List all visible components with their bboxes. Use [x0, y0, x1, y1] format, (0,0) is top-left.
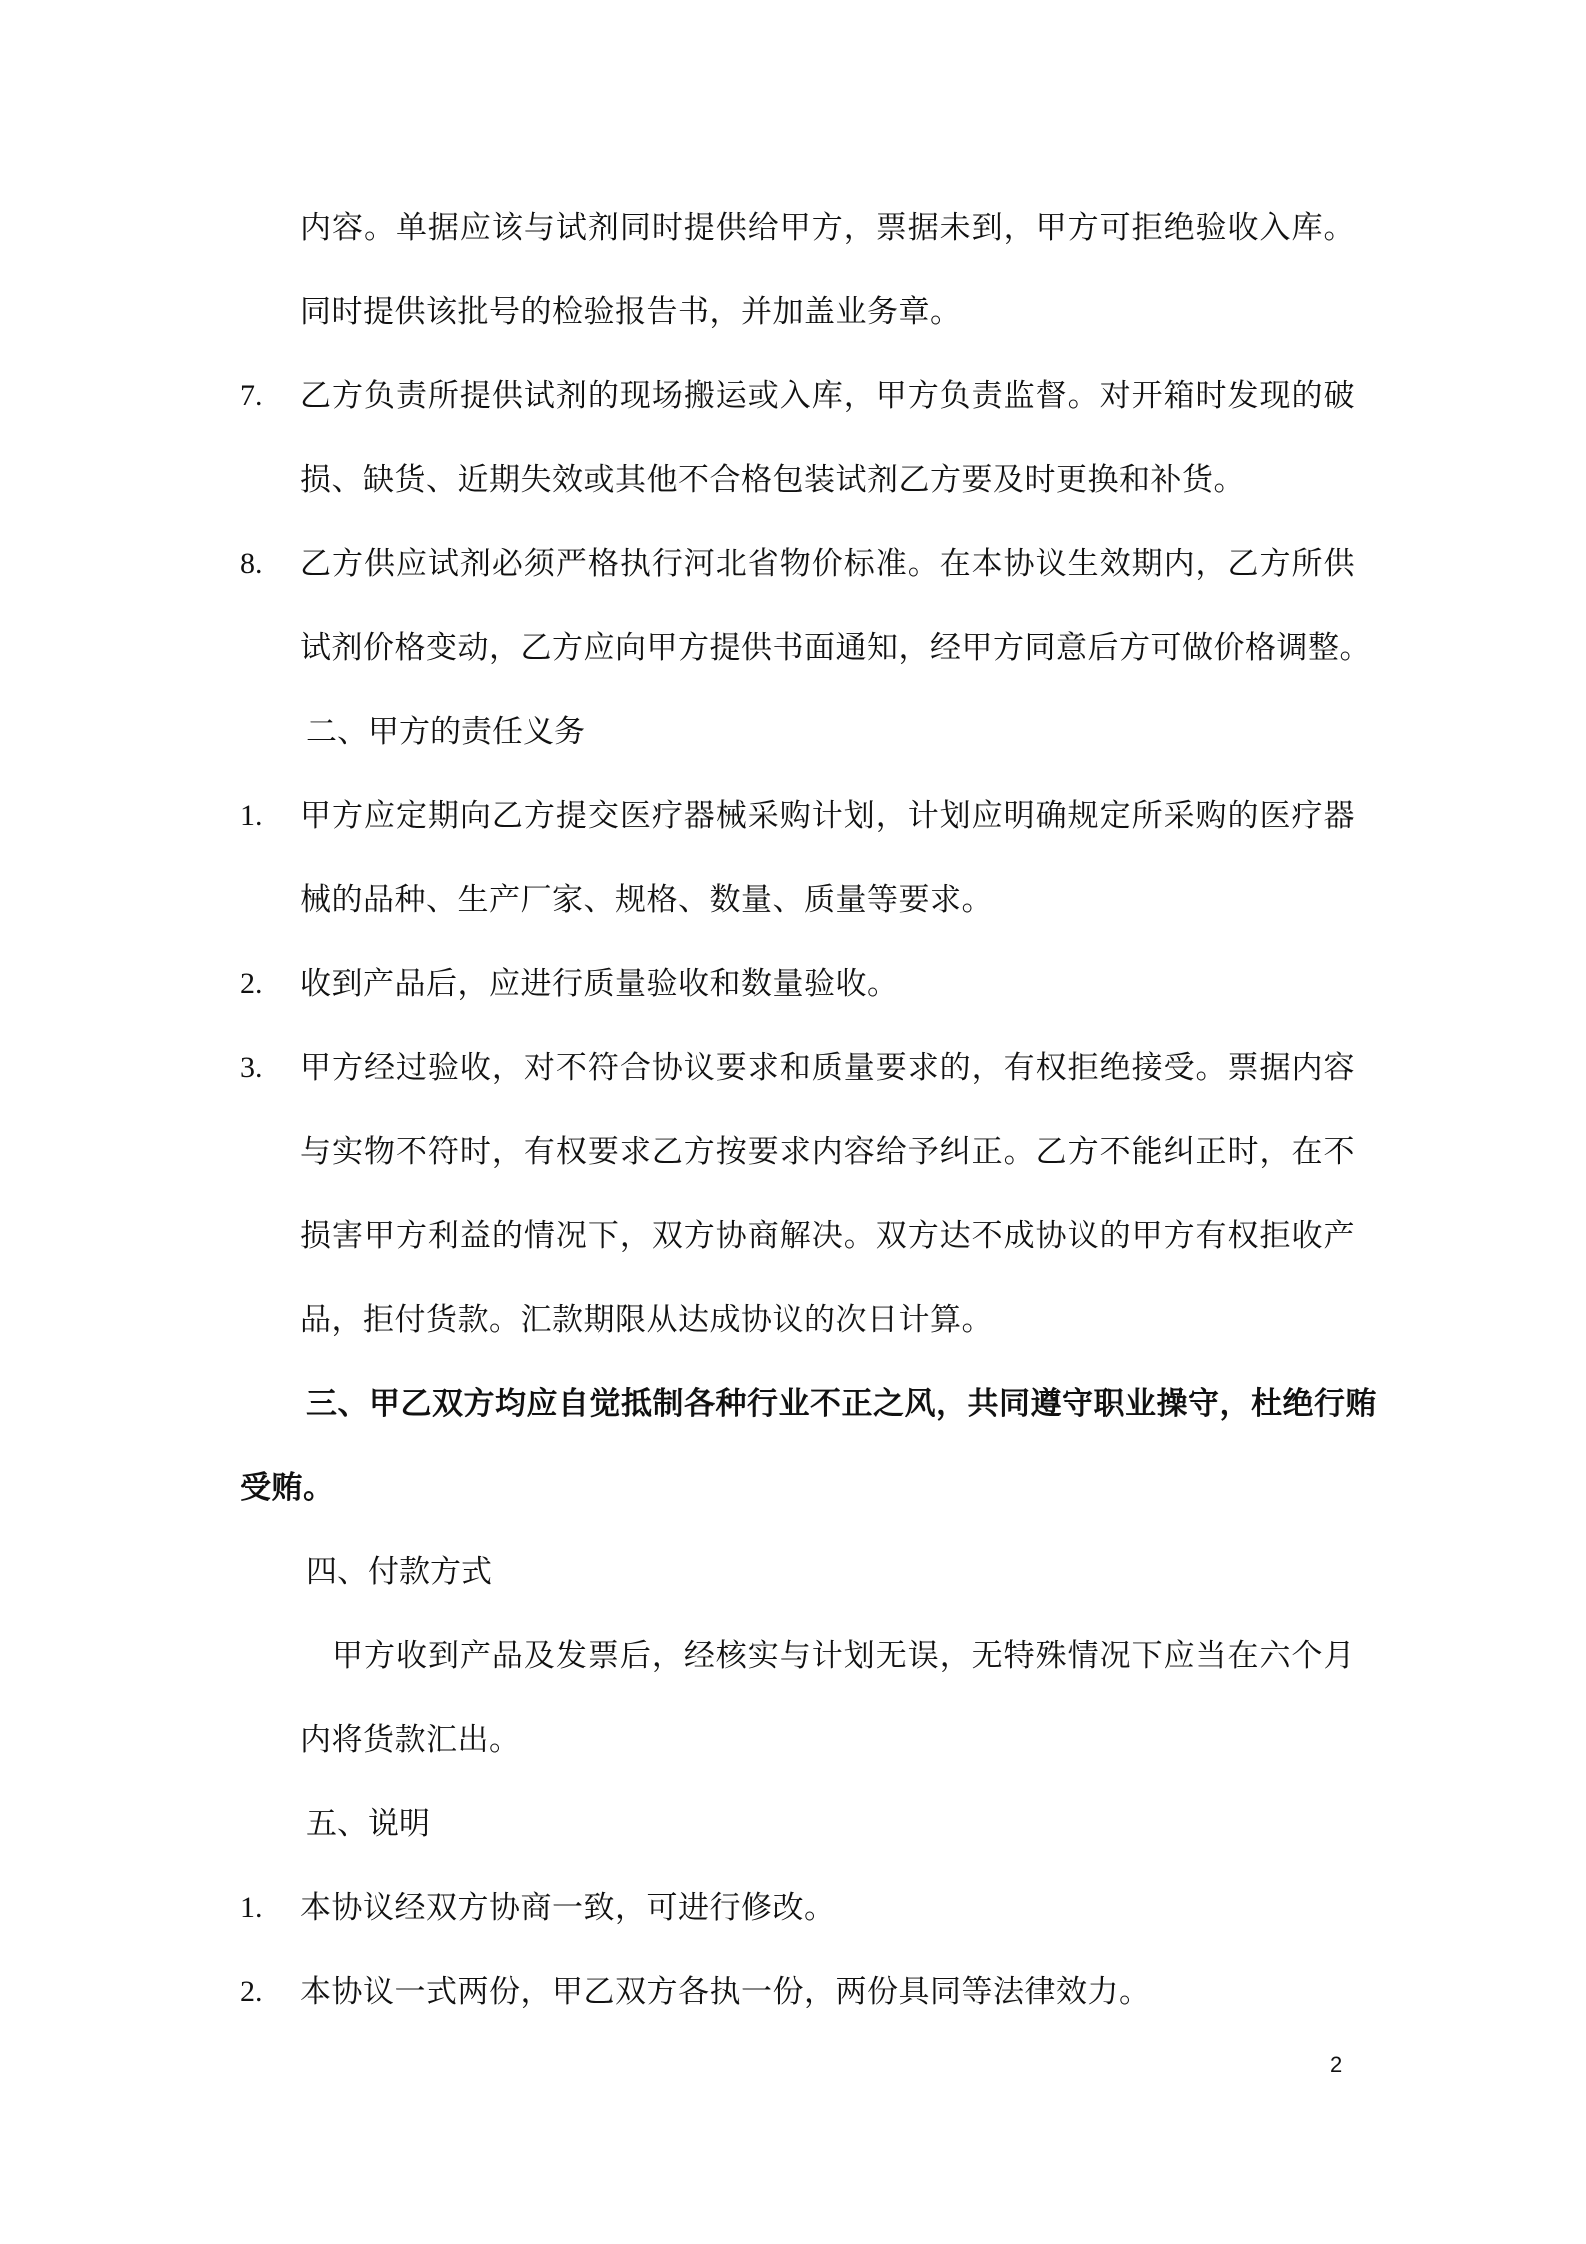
section4-line1: 甲方收到产品及发票后，经核实与计划无误，无特殊情况下应当在六个月: [332, 1638, 1355, 1674]
section2-item1-line2: 械的品种、生产厂家、规格、数量、质量等要求。: [300, 882, 993, 918]
item6-continuation-line1: 内容。单据应该与试剂同时提供给甲方，票据未到，甲方可拒绝验收入库。: [300, 210, 1355, 246]
section4-heading: 四、付款方式: [306, 1554, 492, 1590]
section4-line2: 内将货款汇出。: [300, 1722, 521, 1758]
section2-item3-number: 3.: [240, 1051, 263, 1084]
page-number: 2: [1330, 2052, 1343, 2077]
section2-heading: 二、甲方的责任义务: [306, 714, 585, 750]
section2-item2-number: 2.: [240, 967, 263, 1000]
section2-item1-number: 1.: [240, 799, 263, 832]
section5-item1-number: 1.: [240, 1891, 263, 1924]
item8-line1: 乙方供应试剂必须严格执行河北省物价标准。在本协议生效期内，乙方所供: [300, 546, 1355, 582]
section5-item2-line1: 本协议一式两份，甲乙双方各执一份，两份具同等法律效力。: [300, 1974, 1151, 2010]
item7-line1: 乙方负责所提供试剂的现场搬运或入库，甲方负责监督。对开箱时发现的破: [300, 378, 1355, 414]
section5-item2-number: 2.: [240, 1975, 263, 2008]
section2-item3-line3: 损害甲方利益的情况下，双方协商解决。双方达不成协议的甲方有权拒收产: [300, 1218, 1355, 1254]
section2-item3-line1: 甲方经过验收，对不符合协议要求和质量要求的，有权拒绝接受。票据内容: [300, 1050, 1355, 1086]
section2-item2-line1: 收到产品后，应进行质量验收和数量验收。: [300, 966, 899, 1002]
section5-heading: 五、说明: [306, 1806, 430, 1842]
section2-item3-line2: 与实物不符时，有权要求乙方按要求内容给予纠正。乙方不能纠正时，在不: [300, 1134, 1355, 1170]
item7-line2: 损、缺货、近期失效或其他不合格包装试剂乙方要及时更换和补货。: [300, 462, 1245, 498]
section2-item3-line4: 品，拒付货款。汇款期限从达成协议的次日计算。: [300, 1302, 993, 1338]
section3-line2: 受贿。: [240, 1470, 335, 1506]
item8-number: 8.: [240, 547, 263, 580]
section5-item1-line1: 本协议经双方协商一致，可进行修改。: [300, 1890, 836, 1926]
section2-item1-line1: 甲方应定期向乙方提交医疗器械采购计划，计划应明确规定所采购的医疗器: [300, 798, 1355, 834]
item6-continuation-line2: 同时提供该批号的检验报告书，并加盖业务章。: [300, 294, 962, 330]
item7-number: 7.: [240, 379, 263, 412]
section3-line1: 三、甲乙双方均应自觉抵制各种行业不正之风，共同遵守职业操守，杜绝行贿: [306, 1386, 1377, 1422]
item8-line2: 试剂价格变动，乙方应向甲方提供书面通知，经甲方同意后方可做价格调整。: [300, 630, 1371, 666]
